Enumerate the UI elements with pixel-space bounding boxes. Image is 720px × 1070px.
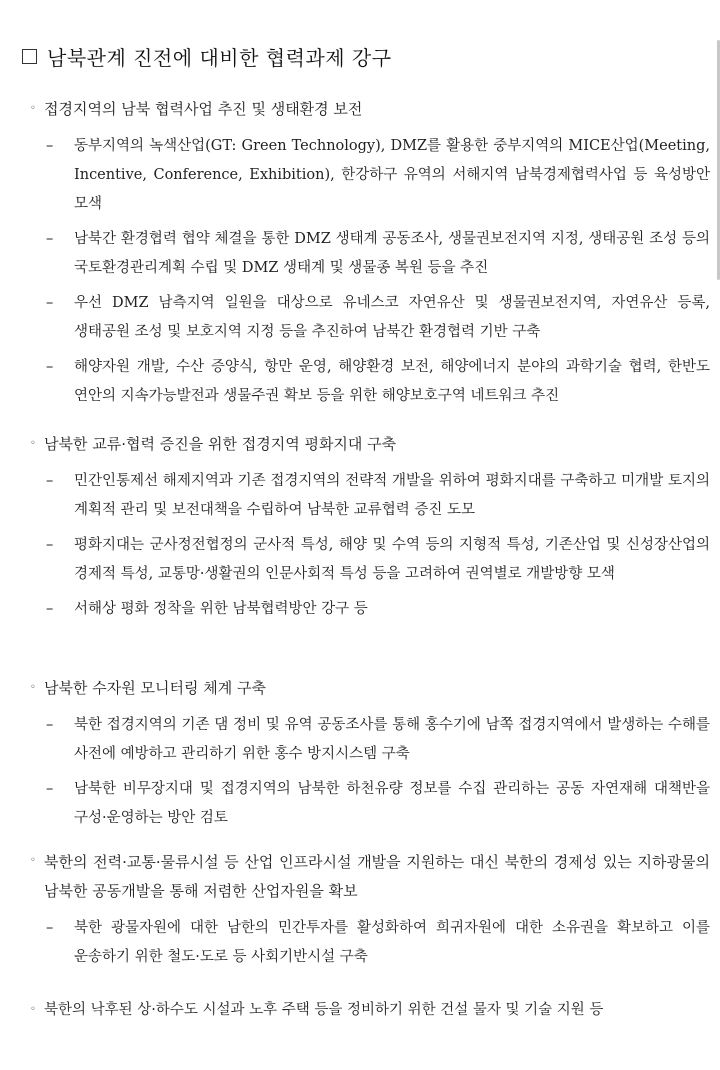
list-item: – 북한 광물자원에 대한 남한의 민간투자를 활성화하여 희귀자원에 대한 소유권을 확보하고 이를 운송하기 위한 철도·도로 등 사회기반시설 구축 — [30, 914, 710, 972]
list-item: – 해양자원 개발, 수산 증양식, 항만 운영, 해양환경 보전, 해양에너지 분야의 과학기술 협력, 한반도 연안의 지속가능발전과 생물주권 확보 등을 위한 해양보호구역 네트워크 추진 — [30, 353, 710, 411]
dash-icon: – — [46, 601, 54, 617]
dash-icon: – — [46, 138, 54, 154]
section-title: ◦ 접경지역의 남북 협력사업 추진 및 생태환경 보전 — [30, 96, 710, 122]
dash-icon: – — [46, 781, 54, 797]
dash-icon: – — [46, 231, 54, 247]
list-item: – 남북한 비무장지대 및 접경지역의 남북한 하천유량 정보를 수집 관리하는 공동 자연재해 대책반을 구성·운영하는 방안 검토 — [30, 775, 710, 833]
section-3 — [30, 675, 710, 833]
heading-text: 남북관계 진전에 대비한 협력과제 강구 — [47, 46, 392, 70]
dash-icon: – — [46, 295, 54, 311]
section-5 — [30, 997, 710, 1023]
list-item: – 우선 DMZ 남측지역 일원을 대상으로 유네스코 자연유산 및 생물권보전지역, 자연유산 등록, 생태공원 조성 및 보호지역 지정 등을 추진하여 남북간 환경협력 기반 구축 — [30, 289, 710, 347]
list-item: – 남북간 환경협력 협약 체결을 통한 DMZ 생태계 공동조사, 생물권보전지역 지정, 생태공원 조성 등의 국토환경관리계획 수립 및 DMZ 생태계 및 생물종 복원 등을 추진 — [30, 225, 710, 283]
bullet-icon: ◦ — [30, 682, 36, 693]
bullet-icon: ◦ — [30, 103, 36, 114]
dash-icon: – — [46, 473, 54, 489]
dash-icon: – — [46, 717, 54, 733]
dash-icon: – — [46, 537, 54, 553]
list-item: – 동부지역의 녹색산업(GT: Green Technology), DMZ를 활용한 중부지역의 MICE산업(Meeting, Incentive, Conference, Exhibition), 한강하구 유역의 서해지역 남북경제협력사업 등 육성방안 모색 — [30, 132, 710, 219]
section-1 — [30, 96, 710, 411]
section-title: ◦ 북한의 전력·교통·물류시설 등 산업 인프라시설 개발을 지원하는 대신 북한의 경제성 있는 지하광물의 남북한 공동개발을 통해 저렴한 산업자원을 확보 — [30, 848, 710, 906]
list-item: – 민간인통제선 해제지역과 기존 접경지역의 전략적 개발을 위하여 평화지대를 구축하고 미개발 토지의 계획적 관리 및 보전대책을 수립하여 남북한 교류협력 증진 도모 — [30, 467, 710, 525]
bullet-icon: ◦ — [30, 1004, 36, 1015]
bullet-icon: ◦ — [30, 438, 36, 449]
section-title: ◦ 남북한 수자원 모니터링 체계 구축 — [30, 675, 710, 701]
section-heading — [22, 42, 392, 71]
list-item: – 북한 접경지역의 기존 댐 정비 및 유역 공동조사를 통해 홍수기에 남쪽 접경지역에서 발생하는 수해를 사전에 예방하고 관리하기 위한 홍수 방지시스템 구축 — [30, 711, 710, 769]
section-4 — [30, 848, 710, 972]
dash-icon: – — [46, 359, 54, 375]
section-2 — [30, 431, 710, 624]
section-title: ◦ 남북한 교류·협력 증진을 위한 접경지역 평화지대 구축 — [30, 431, 710, 457]
list-item: – 서해상 평화 정착을 위한 남북협력방안 강구 등 — [30, 595, 710, 624]
bullet-icon: ◦ — [30, 855, 36, 866]
dash-icon: – — [46, 920, 54, 936]
section-title: ◦ 북한의 낙후된 상·하수도 시설과 노후 주택 등을 정비하기 위한 건설 물자 및 기술 지원 등 — [30, 997, 710, 1023]
list-item: – 평화지대는 군사정전협정의 군사적 특성, 해양 및 수역 등의 지형적 특성, 기존산업 및 신성장산업의 경제적 특성, 교통망·생활권의 인문사회적 특성 등을 고려하여 권역별로 개발방향 모색 — [30, 531, 710, 589]
checkbox-icon — [22, 49, 37, 64]
